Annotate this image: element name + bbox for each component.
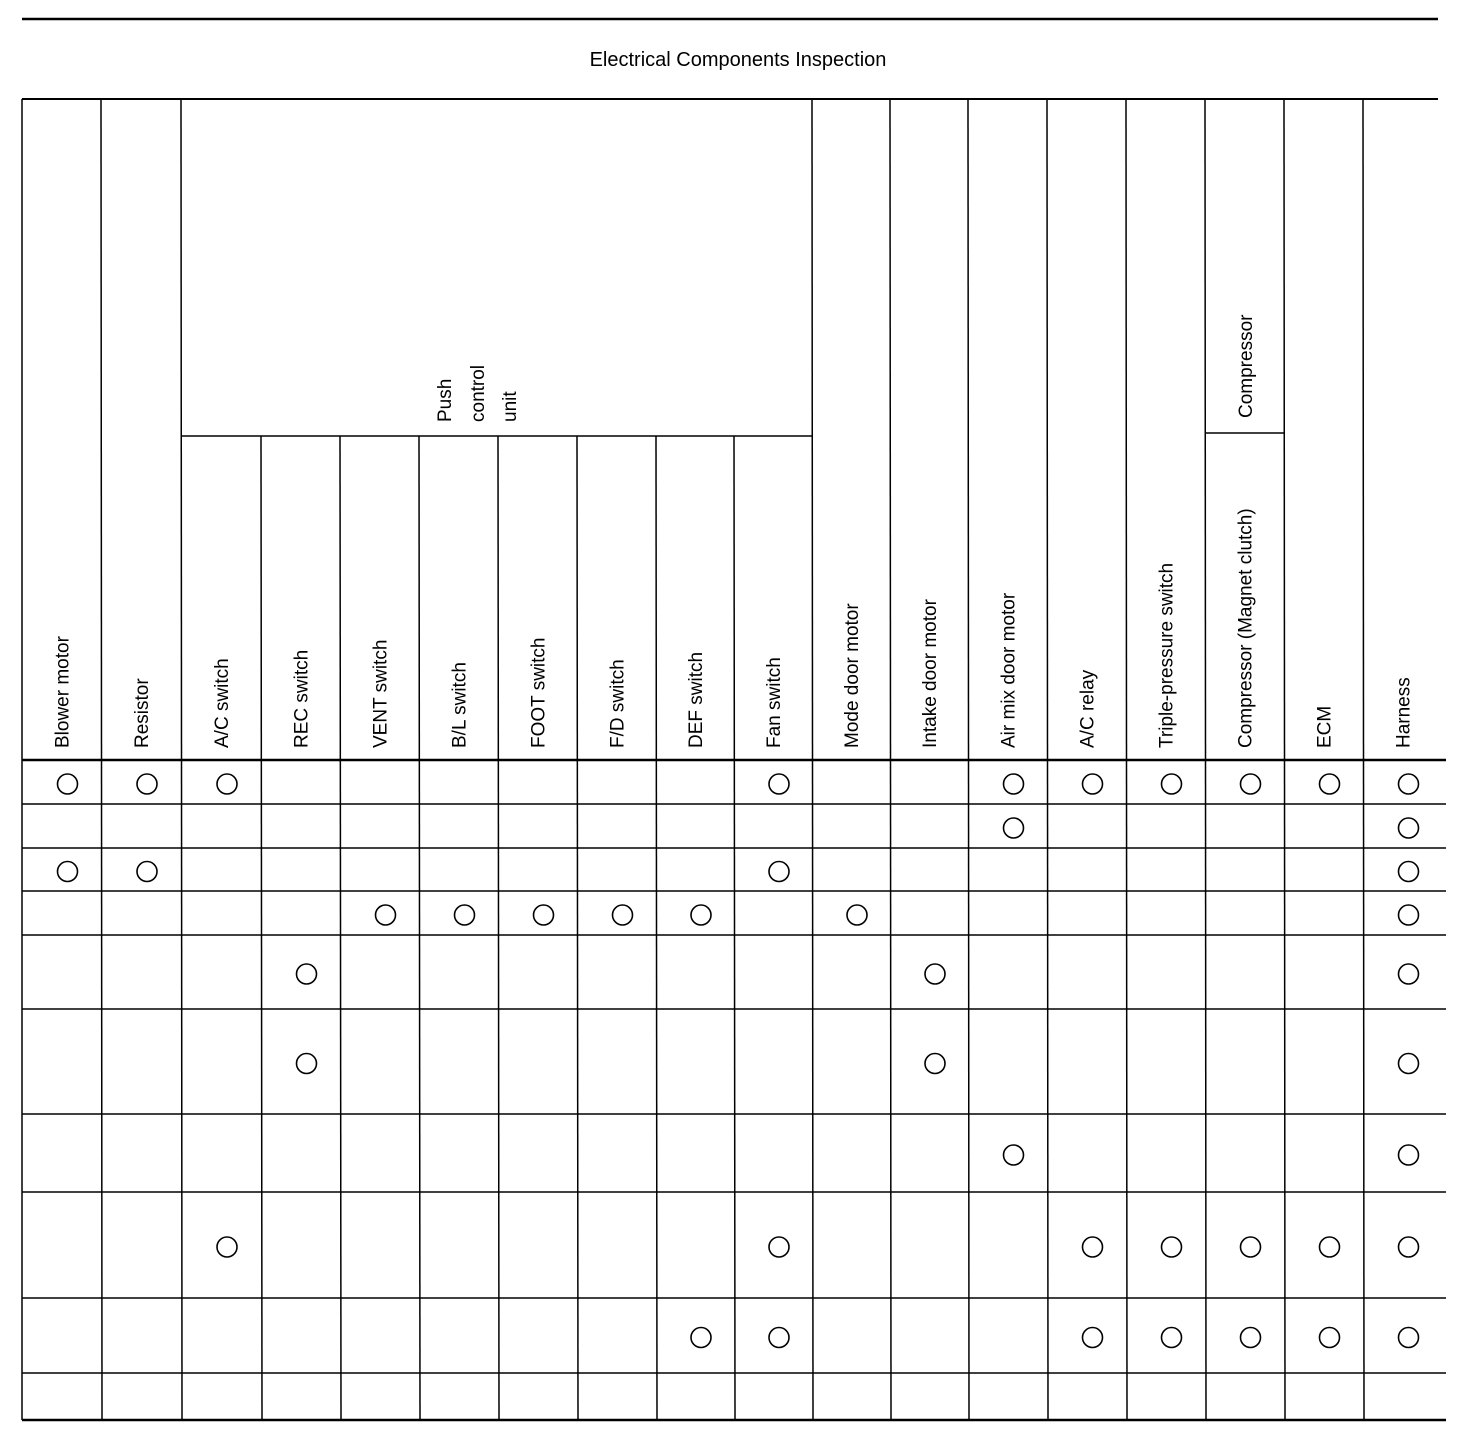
inspection-mark <box>925 1054 945 1074</box>
table-grid <box>22 99 1446 1420</box>
inspection-mark <box>691 905 711 925</box>
column-header: Air mix door motor <box>998 592 1020 748</box>
inspection-mark <box>1399 964 1419 984</box>
inspection-mark <box>376 905 396 925</box>
column-header: Harness <box>1393 677 1415 748</box>
inspection-mark <box>1162 1328 1182 1348</box>
inspection-mark <box>297 964 317 984</box>
column-header: Mode door motor <box>842 603 863 748</box>
column-header: REC switch <box>291 649 313 748</box>
column-header: Blower motor <box>52 636 74 748</box>
inspection-mark <box>769 1328 789 1348</box>
group-label-line: unit <box>500 391 521 422</box>
inspection-mark <box>1241 1328 1261 1348</box>
column-divider <box>419 436 420 1420</box>
inspection-mark <box>1399 1237 1419 1257</box>
column-divider <box>498 436 499 1420</box>
table-title: Electrical Components Inspection <box>589 49 887 71</box>
compressor-group-label: Compressor <box>1236 314 1257 418</box>
inspection-mark <box>691 1328 711 1348</box>
inspection-mark <box>137 774 157 794</box>
inspection-mark <box>1399 862 1419 882</box>
column-header: F/D switch <box>607 659 629 748</box>
inspection-mark <box>925 964 945 984</box>
inspection-mark <box>217 1237 237 1257</box>
inspection-mark <box>1004 1145 1024 1165</box>
inspection-mark <box>1162 774 1182 794</box>
column-header: Compressor (Magnet clutch) <box>1235 508 1257 748</box>
column-header: VENT switch <box>370 639 392 748</box>
column-divider <box>656 436 657 1420</box>
push-control-unit-label <box>435 365 521 422</box>
column-header: A/C switch <box>212 658 233 748</box>
inspection-mark <box>1399 905 1419 925</box>
group-label-line: Push <box>435 378 456 422</box>
inspection-mark <box>1320 1328 1340 1348</box>
inspection-mark <box>1004 774 1024 794</box>
inspection-mark <box>58 862 78 882</box>
column-header: ECM <box>1314 705 1336 748</box>
inspection-mark <box>1399 774 1419 794</box>
inspection-mark <box>1241 774 1261 794</box>
inspection-mark <box>1320 774 1340 794</box>
column-header: DEF switch <box>686 651 707 748</box>
inspection-mark <box>1399 818 1419 838</box>
inspection-mark <box>1399 1328 1419 1348</box>
column-divider <box>734 436 735 1420</box>
inspection-mark <box>455 905 475 925</box>
inspection-mark <box>1083 1237 1103 1257</box>
column-divider <box>340 436 341 1420</box>
inspection-mark <box>217 774 237 794</box>
inspection-mark <box>1241 1237 1261 1257</box>
inspection-mark <box>1320 1237 1340 1257</box>
column-divider <box>261 436 262 1420</box>
inspection-mark <box>1399 1145 1419 1165</box>
inspection-mark <box>1083 1328 1103 1348</box>
column-header: Fan switch <box>764 657 785 748</box>
inspection-mark <box>534 905 554 925</box>
inspection-mark <box>1004 818 1024 838</box>
inspection-mark <box>297 1054 317 1074</box>
inspection-mark <box>769 774 789 794</box>
inspection-mark <box>1083 774 1103 794</box>
column-header: Triple-pressure switch <box>1156 562 1178 748</box>
inspection-mark <box>769 862 789 882</box>
column-header: A/C relay <box>1077 669 1099 748</box>
column-header: FOOT switch <box>528 637 550 748</box>
column-header: B/L switch <box>449 662 471 748</box>
inspection-mark <box>1162 1237 1182 1257</box>
column-divider <box>577 436 578 1420</box>
column-header: Intake door motor <box>920 599 941 748</box>
inspection-mark <box>58 774 78 794</box>
column-header: Resistor <box>132 678 153 748</box>
inspection-mark <box>1399 1054 1419 1074</box>
inspection-mark <box>847 905 867 925</box>
group-label-line: control <box>468 364 489 422</box>
inspection-mark <box>137 862 157 882</box>
inspection-mark <box>769 1237 789 1257</box>
inspection-mark <box>613 905 633 925</box>
